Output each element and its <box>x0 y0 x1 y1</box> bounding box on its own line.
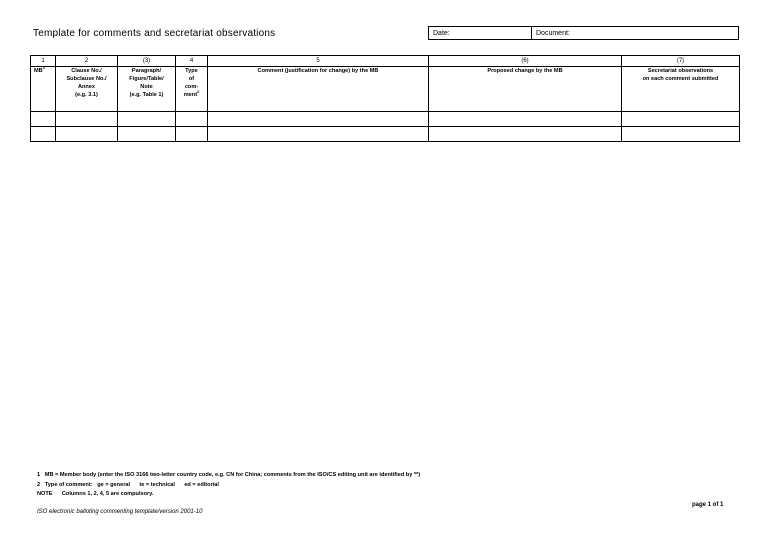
cell-comment[interactable] <box>208 127 429 142</box>
col-number-2: 2 <box>56 56 118 67</box>
cell-type[interactable] <box>176 112 208 127</box>
page-title: Template for comments and secretariat observations <box>33 28 276 39</box>
header-type: Type of com- ment$^2$ <box>176 67 208 112</box>
comments-table <box>30 55 740 142</box>
col-number-4: 4 <box>176 56 208 67</box>
table-row <box>31 112 740 127</box>
cell-secretariat[interactable] <box>622 127 740 142</box>
cell-clause[interactable] <box>56 127 118 142</box>
cell-mb[interactable] <box>31 127 56 142</box>
header-proposed-change: Proposed change by the MB <box>429 67 622 112</box>
cell-clause[interactable] <box>56 112 118 127</box>
cell-comment[interactable] <box>208 112 429 127</box>
cell-mb[interactable] <box>31 112 56 127</box>
cell-proposed[interactable] <box>429 127 622 142</box>
document-field[interactable] <box>531 26 739 40</box>
header-comment: Comment (justification for change) by the MB <box>208 67 429 112</box>
cell-secretariat[interactable] <box>622 112 740 127</box>
column-number-row <box>31 56 740 67</box>
header-secretariat: Secretariat observations on each comment submitted <box>622 67 740 112</box>
col-number-7: (7) <box>622 56 740 67</box>
note: NOTE Columns 1, 2, 4, 5 are compulsory. <box>37 491 154 497</box>
col-number-1: 1 <box>31 56 56 67</box>
page-number: page 1 of 1 <box>692 502 724 508</box>
header-paragraph: Paragraph/ Figure/Table/ Note (e.g. Table 1) <box>118 67 176 112</box>
column-header-row <box>31 67 740 112</box>
footnote-2: 2 Type of comment: ge = general te = technical ed = editorial <box>37 482 219 488</box>
footnote-1: 1 MB = Member body (enter the ISO 3166 two-letter country code, e.g. CN for China; comments from the ISO/CS editing unit are identified by **) <box>37 472 421 478</box>
col-number-5: 5 <box>208 56 429 67</box>
table-row <box>31 127 740 142</box>
col-number-6: (6) <box>429 56 622 67</box>
document-label: Document: <box>536 30 570 37</box>
cell-paragraph[interactable] <box>118 112 176 127</box>
template-version: ISO electronic balloting commenting template/version 2001-10 <box>37 509 203 515</box>
cell-proposed[interactable] <box>429 112 622 127</box>
cell-type[interactable] <box>176 127 208 142</box>
header-clause: Clause No./ Subclause No./ Annex (e.g. 3.1) <box>56 67 118 112</box>
header-mb: $MB^1$ <box>31 67 56 112</box>
cell-paragraph[interactable] <box>118 127 176 142</box>
date-label: Date: <box>433 30 450 37</box>
date-field[interactable] <box>428 26 532 40</box>
col-number-3: (3) <box>118 56 176 67</box>
